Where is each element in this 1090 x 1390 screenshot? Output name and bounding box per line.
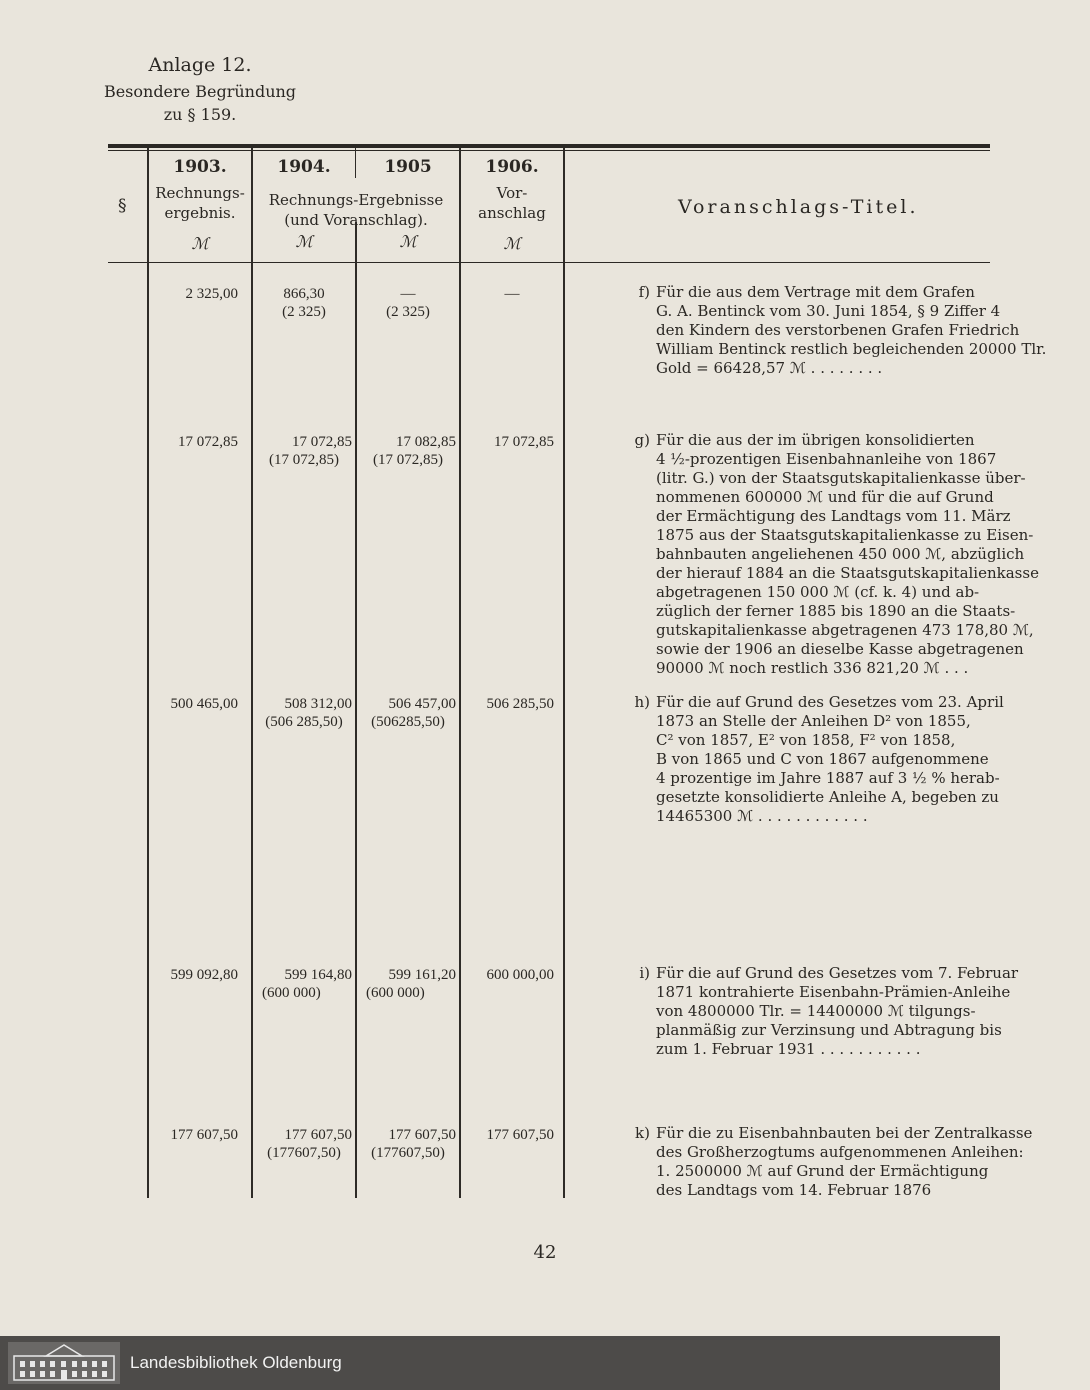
budget-entry-f — [622, 283, 1047, 378]
entry-line: züglich der ferner 1885 bis 1890 an die Staats- — [656, 602, 1016, 620]
column-year: 1905 — [384, 157, 432, 177]
cell-1906: — — [504, 286, 520, 302]
cell-1904: 177 607,50 — [284, 1127, 352, 1143]
cell-1905-estimate: (2 325) — [386, 304, 430, 320]
entry-line: den Kindern des verstorbenen Grafen Friedrich — [656, 321, 1020, 339]
entry-line: Gold = 66428,57 ℳ . . . . . . . . — [656, 359, 883, 377]
entry-line: Für die zu Eisenbahnbauten bei der Zentralkasse — [656, 1124, 1033, 1142]
entry-line: William Bentinck restlich begleichenden 20000 Tlr. — [656, 340, 1047, 358]
entry-line: gesetzte konsolidierte Anleihe A, begeben zu — [656, 788, 999, 806]
column-year: 1904. — [277, 157, 331, 177]
library-building-icon — [8, 1342, 120, 1384]
entry-label: g) — [634, 431, 650, 449]
page-number: 42 — [533, 1242, 557, 1263]
entry-line: abgetragenen 150 000 ℳ (cf. k. 4) und ab- — [656, 583, 980, 601]
column-divider — [355, 222, 357, 1198]
currency-unit: ℳ — [191, 234, 209, 254]
entry-line: 90000 ℳ noch restlich 336 821,20 ℳ . . . — [656, 659, 969, 677]
cell-1905-estimate: (177607,50) — [371, 1145, 445, 1161]
entry-line: 4 ½-prozentigen Eisenbahnanleihe von 1867 — [656, 450, 997, 468]
column-header-1903 — [149, 156, 251, 255]
entry-line: 14465300 ℳ . . . . . . . . . . . . — [656, 807, 868, 825]
entry-line: Für die aus dem Vertrage mit dem Grafen — [656, 283, 975, 301]
entry-line: sowie der 1906 an dieselbe Kasse abgetragenen — [656, 640, 1024, 658]
cell-1903: 599 092,80 — [170, 967, 238, 983]
column-divider — [147, 148, 149, 1198]
entry-line: G. A. Bentinck vom 30. Juni 1854, § 9 Ziffer 4 — [656, 302, 1001, 320]
entry-line: Für die auf Grund des Gesetzes vom 23. April — [656, 693, 1004, 711]
cell-1903: 17 072,85 — [178, 434, 238, 450]
annex-heading — [80, 52, 320, 126]
cell-1905-estimate: (506285,50) — [371, 714, 445, 730]
entry-line: 1873 an Stelle der Anleihen D² von 1855, — [656, 712, 971, 730]
entry-line: der Ermächtigung des Landtags vom 11. März — [656, 507, 1011, 525]
entry-label: h) — [634, 693, 650, 711]
currency-unit: ℳ — [295, 231, 313, 251]
paragraph-symbol: § — [118, 196, 127, 216]
entry-line: des Landtags vom 14. Februar 1876 — [656, 1181, 932, 1199]
entry-label: i) — [639, 964, 650, 982]
entry-line: C² von 1857, E² von 1858, F² von 1858, — [656, 731, 956, 749]
cell-1904-estimate: (2 325) — [282, 304, 326, 320]
cell-1905: 506 457,00 — [388, 696, 456, 712]
entry-line: B von 1865 und C von 1867 aufgenommene — [656, 750, 989, 768]
cell-1904: 508 312,00 — [284, 696, 352, 712]
column-divider — [459, 148, 461, 1198]
annex-title: Anlage 12. — [148, 54, 252, 76]
cell-1904-estimate: (600 000) — [262, 985, 321, 1001]
entry-line: 1875 aus der Staatsgutskapitalienkasse zu Eisen- — [656, 526, 1034, 544]
entry-line: von 4800000 Tlr. = 14400000 ℳ tilgungs- — [656, 1002, 976, 1020]
cell-1903: 500 465,00 — [170, 696, 238, 712]
cell-1904-estimate: (17 072,85) — [269, 452, 339, 468]
entry-line: bahnbauten angeliehenen 450 000 ℳ, abzüglich — [656, 545, 1025, 563]
cell-1905: 177 607,50 — [388, 1127, 456, 1143]
table-top-rule — [108, 144, 990, 148]
cell-1904: 599 164,80 — [284, 967, 352, 983]
entry-label: f) — [638, 283, 650, 301]
entry-line: Für die aus der im übrigen konsolidierten — [656, 431, 975, 449]
column-label-1904-1905: Rechnungs-Ergebnisse (und Voranschlag). — [268, 191, 444, 230]
entry-line: 4 prozentige im Jahre 1887 auf 3 ½ % herab- — [656, 769, 1000, 787]
cell-1906: 506 285,50 — [486, 696, 554, 712]
column-header-1906 — [461, 156, 563, 255]
cell-1905: 599 161,20 — [388, 967, 456, 983]
entry-line: gutskapitalienkasse abgetragenen 473 178,80 ℳ, — [656, 621, 1034, 639]
column-divider — [355, 148, 356, 178]
cell-1903: 177 607,50 — [170, 1127, 238, 1143]
budget-entry-k — [622, 1124, 1033, 1200]
budget-entry-h — [622, 693, 1004, 826]
entry-line: der hierauf 1884 an die Staatsgutskapitalienkasse — [656, 564, 1039, 582]
entry-line: des Großherzogtums aufgenommenen Anleihen: — [656, 1143, 1024, 1161]
budget-entry-i — [622, 964, 1019, 1059]
cell-1904: 17 072,85 — [292, 434, 352, 450]
entry-line: Für die auf Grund des Gesetzes vom 7. Februar — [656, 964, 1019, 982]
cell-1906: 177 607,50 — [486, 1127, 554, 1143]
entry-line: zum 1. Februar 1931 . . . . . . . . . . . — [656, 1040, 921, 1058]
cell-1905-estimate: (17 072,85) — [373, 452, 443, 468]
column-divider — [563, 148, 565, 1198]
cell-1905-estimate: (600 000) — [366, 985, 425, 1001]
currency-unit: ℳ — [503, 234, 521, 254]
cell-1903: 2 325,00 — [185, 286, 238, 302]
table-top-rule-thin — [108, 150, 990, 151]
cell-1905: 17 082,85 — [396, 434, 456, 450]
entry-label: k) — [635, 1124, 650, 1142]
column-year: 1906. — [485, 157, 539, 177]
column-label: Vor- anschlag — [478, 183, 546, 223]
entry-line: 1871 kontrahierte Eisenbahn-Prämien-Anleihe — [656, 983, 1011, 1001]
annex-section-ref: zu § 159. — [163, 104, 237, 124]
cell-1906: 17 072,85 — [494, 434, 554, 450]
budget-entry-g — [622, 431, 1039, 678]
budget-title-heading: Voranschlags-Titel. — [678, 196, 919, 218]
column-header-1905 — [357, 156, 459, 253]
table-header-rule — [108, 262, 990, 263]
cell-1906: 600 000,00 — [486, 967, 554, 983]
cell-1904-estimate: (177607,50) — [267, 1145, 341, 1161]
entry-line: 1. 2500000 ℳ auf Grund der Ermächtigung — [656, 1162, 989, 1180]
entry-line: planmäßig zur Verzinsung und Abtragung bis — [656, 1021, 1002, 1039]
currency-unit: ℳ — [399, 231, 417, 251]
cell-1905: — — [400, 286, 416, 302]
annex-subtitle: Besondere Begründung — [103, 81, 297, 101]
cell-1904: 866,30 — [283, 286, 325, 302]
entry-line: (litr. G.) von der Staatsgutskapitalienkasse über- — [656, 469, 1026, 487]
cell-1904-estimate: (506 285,50) — [265, 714, 343, 730]
library-name[interactable]: Landesbibliothek Oldenburg — [130, 1353, 342, 1372]
column-year: 1903. — [173, 157, 227, 177]
column-label: Rechnungs- ergebnis. — [155, 183, 245, 223]
entry-line: nommenen 600000 ℳ und für die auf Grund — [656, 488, 994, 506]
